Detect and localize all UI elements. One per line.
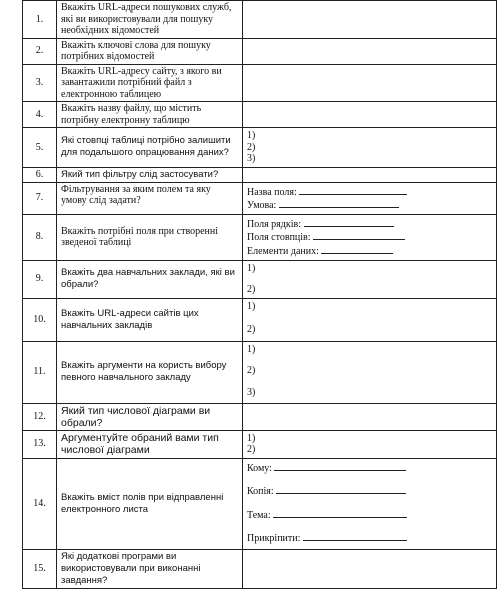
table-row (23, 298, 497, 341)
field-label: Тема: (247, 509, 271, 521)
row-number: 12. (23, 403, 57, 430)
field-label: Поля рядків: (247, 218, 302, 230)
table-row (23, 128, 497, 168)
answer-cell[interactable] (243, 430, 497, 458)
answer-label-2: 2) (247, 284, 256, 295)
answer-label-1: 1) (247, 130, 256, 141)
answer-cell[interactable] (243, 458, 497, 549)
field-line (247, 230, 492, 244)
answer-cell[interactable] (243, 403, 497, 430)
table-row (23, 458, 497, 549)
field-label: Назва поля: (247, 186, 297, 198)
field-line (247, 217, 492, 231)
answer-cell[interactable] (243, 1, 497, 39)
row-number: 1. (23, 1, 57, 39)
field-line (247, 244, 492, 258)
answer-cell[interactable] (243, 64, 497, 102)
question-text: Вкажіть URL-адреси сайтів цих навчальних закладів (57, 298, 243, 341)
answer-label-1: 1) (247, 432, 256, 444)
row-number: 3. (23, 64, 57, 102)
question-text: Вкажіть два навчальних заклади, які ви обрали? (57, 260, 243, 298)
question-text: Який тип фільтру слід застосувати? (57, 167, 243, 182)
question-text: Фільтрування за яким полем та яку умову слід задати? (57, 182, 243, 214)
question-text: Вкажіть URL-адреси пошукових служб, які ви використовували для пошуку необхідних відомостей (57, 1, 243, 39)
answer-label-1: 1) (247, 343, 256, 355)
question-text: Які стовпці таблиці потрібно залишити для подальшого опрацювання даних? (57, 128, 243, 168)
field-label: Копія: (247, 486, 274, 497)
table-row (23, 38, 497, 64)
table-row (23, 1, 497, 39)
answer-cell[interactable] (243, 549, 497, 588)
blank-line[interactable] (313, 230, 405, 240)
question-text: Аргументуйте обраний вами тип числової діаграми (57, 430, 243, 458)
field-label: Елементи даних: (247, 245, 319, 257)
answer-cell[interactable] (243, 167, 497, 182)
row-number: 9. (23, 260, 57, 298)
field-line (247, 198, 492, 212)
answer-label-2: 2) (247, 444, 256, 455)
row-number: 11. (23, 341, 57, 403)
field-line (247, 508, 492, 522)
table-row (23, 341, 497, 403)
question-text: Вкажіть ключові слова для пошуку потрібних відомостей (57, 38, 243, 64)
row-number: 5. (23, 128, 57, 168)
answer-cell[interactable] (243, 128, 497, 168)
row-number: 2. (23, 38, 57, 64)
field-label: Поля стовпців: (247, 232, 311, 243)
question-text: Які додаткові програми ви використовували при виконанні завдання? (57, 549, 243, 588)
answer-label-1: 1) (247, 300, 256, 312)
answer-cell[interactable] (243, 102, 497, 128)
row-number: 15. (23, 549, 57, 588)
answer-label-3: 3) (247, 153, 256, 164)
question-text: Вкажіть URL-адресу сайту, з якого ви завантажили потрібний файл з електронною таблицею (57, 64, 243, 102)
table-row (23, 102, 497, 128)
blank-line[interactable] (303, 531, 407, 541)
blank-line[interactable] (299, 185, 407, 195)
table-row (23, 260, 497, 298)
answer-label-2: 2) (247, 324, 256, 335)
table-row (23, 430, 497, 458)
blank-line[interactable] (273, 508, 407, 518)
field-line (247, 531, 492, 545)
field-line (247, 461, 492, 475)
answer-cell[interactable] (243, 298, 497, 341)
answer-cell[interactable] (243, 182, 497, 214)
blank-line[interactable] (276, 484, 406, 494)
answer-cell[interactable] (243, 38, 497, 64)
answer-label-3: 3) (247, 386, 256, 398)
field-label: Прикріпити: (247, 533, 301, 544)
table-row (23, 182, 497, 214)
answer-label-1: 1) (247, 262, 256, 274)
field-label: Умова: (247, 200, 277, 211)
row-number: 14. (23, 458, 57, 549)
blank-line[interactable] (279, 198, 399, 208)
row-number: 6. (23, 167, 57, 182)
answer-cell[interactable] (243, 214, 497, 260)
row-number: 4. (23, 102, 57, 128)
table-row (23, 214, 497, 260)
row-number: 10. (23, 298, 57, 341)
table-row (23, 549, 497, 588)
worksheet-table (22, 0, 497, 589)
field-line (247, 185, 492, 199)
question-text: Вкажіть потрібні поля при створенні зведеної таблиці (57, 214, 243, 260)
answer-label-2: 2) (247, 141, 256, 153)
blank-line[interactable] (304, 217, 394, 227)
question-text: Вкажіть назву файлу, що містить потрібну електронну таблицю (57, 102, 243, 128)
answer-cell[interactable] (243, 341, 497, 403)
blank-line[interactable] (274, 461, 406, 471)
question-text: Який тип числової діаграми ви обрали? (57, 403, 243, 430)
answer-cell[interactable] (243, 260, 497, 298)
row-number: 7. (23, 182, 57, 214)
answer-label-2: 2) (247, 365, 256, 376)
row-number: 13. (23, 430, 57, 458)
table-row (23, 64, 497, 102)
field-line (247, 484, 492, 498)
question-text: Вкажіть аргументи на користь вибору певного навчального закладу (57, 341, 243, 403)
blank-line[interactable] (321, 244, 393, 254)
table-row (23, 167, 497, 182)
field-label: Кому: (247, 462, 272, 474)
table-row (23, 403, 497, 430)
question-text: Вкажіть вміст полів при відправленні електронного листа (57, 458, 243, 549)
row-number: 8. (23, 214, 57, 260)
